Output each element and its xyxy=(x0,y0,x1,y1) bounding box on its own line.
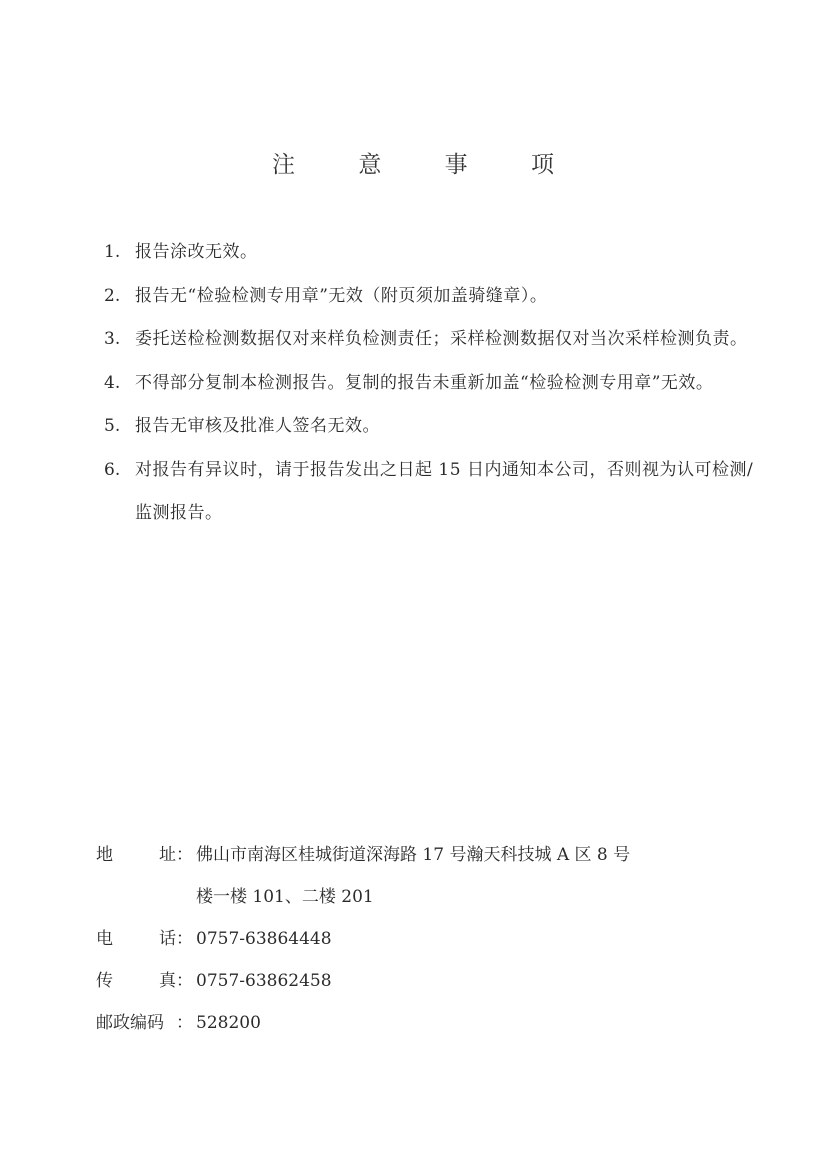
notice-item xyxy=(104,275,764,319)
contact-info xyxy=(96,834,776,1044)
colon: ： xyxy=(176,1013,193,1033)
colon: ： xyxy=(176,971,193,991)
phone-row xyxy=(96,918,776,960)
zip-label: 邮政编码 xyxy=(96,1013,164,1033)
phone-label-char: 话 xyxy=(159,929,176,949)
phone-label xyxy=(96,918,176,960)
phone-value: 0757-63864448 xyxy=(196,929,332,949)
notice-item xyxy=(104,362,764,406)
notice-text: 委托送检检测数据仅对来样负检测责任；采样检测数据仅对当次采样检测负责。 xyxy=(135,329,748,349)
address-line-2: 楼一楼 101、二楼 201 xyxy=(196,887,374,907)
notice-number: 1. xyxy=(104,242,121,262)
fax-label-char: 真 xyxy=(159,971,176,991)
notice-item xyxy=(104,231,764,275)
notice-list xyxy=(104,231,764,536)
address-row-continued xyxy=(96,876,776,918)
fax-row xyxy=(96,960,776,1002)
address-label xyxy=(96,834,176,876)
notice-text: 报告无“检验检测专用章”无效（附页须加盖骑缝章）。 xyxy=(135,285,548,306)
notice-text: 对报告有异议时，请于报告发出之日起 15 日内通知本公司，否则视为认可检测/监测报告。 xyxy=(135,459,754,523)
notice-number: 6. xyxy=(104,459,121,480)
address-row xyxy=(96,834,776,876)
fax-label-char: 传 xyxy=(96,971,113,991)
notice-number: 3. xyxy=(104,329,121,349)
notice-number: 2. xyxy=(104,285,121,306)
zip-row xyxy=(96,1002,776,1044)
colon: ： xyxy=(176,845,193,865)
fax-label xyxy=(96,960,176,1002)
notice-item xyxy=(104,405,764,449)
notice-text: 报告涂改无效。 xyxy=(135,242,258,262)
notice-text: 不得部分复制本检测报告。复制的报告未重新加盖“检验检测专用章”无效。 xyxy=(135,372,714,393)
fax-value: 0757-63862458 xyxy=(196,971,332,991)
zip-value: 528200 xyxy=(196,1013,261,1033)
colon: ： xyxy=(176,929,193,949)
notice-number: 4. xyxy=(104,372,121,393)
notice-number: 5. xyxy=(104,416,121,436)
page-title: 注 意 事 项 xyxy=(272,152,582,178)
notice-item xyxy=(104,318,764,362)
address-line-1: 佛山市南海区桂城街道深海路 17 号瀚天科技城 A 区 8 号 xyxy=(196,845,631,865)
notice-text: 报告无审核及批准人签名无效。 xyxy=(135,416,380,436)
phone-label-char: 电 xyxy=(96,929,113,949)
address-label-char: 址 xyxy=(159,845,176,865)
notice-item xyxy=(104,449,764,536)
address-label-char: 地 xyxy=(96,845,113,865)
